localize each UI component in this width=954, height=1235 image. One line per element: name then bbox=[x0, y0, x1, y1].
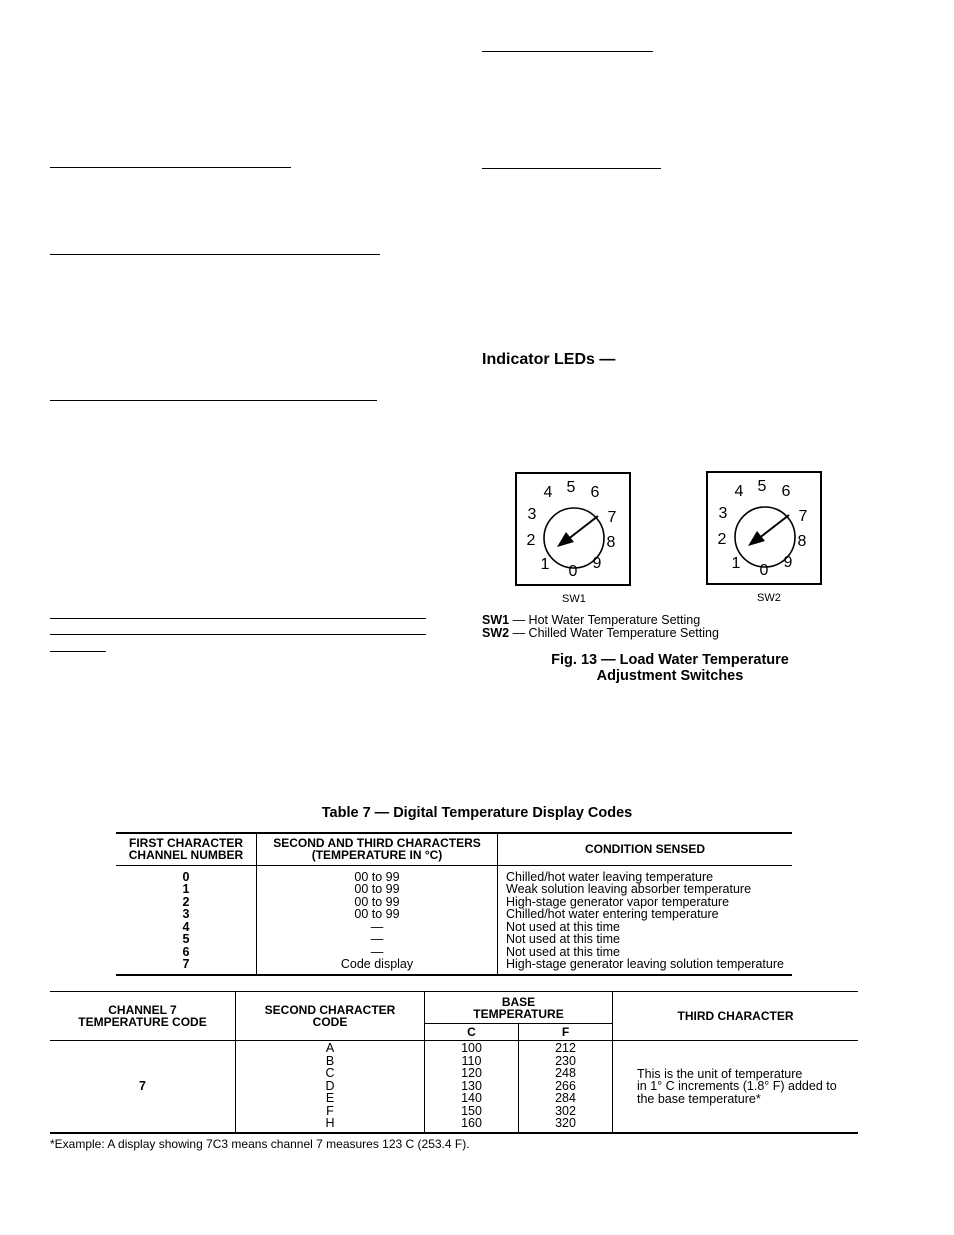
ch7-channel-cell: 7 bbox=[50, 1041, 236, 1133]
figure-caption: Fig. 13 — Load Water Temperature Adjustment Switches bbox=[551, 652, 789, 684]
temperature-cell: — bbox=[257, 946, 498, 959]
col-header-channel: FIRST CHARACTER CHANNEL NUMBER bbox=[116, 833, 257, 865]
condition-cell: Not used at this time bbox=[506, 919, 620, 934]
ch7-c-value: 150 bbox=[461, 1103, 482, 1118]
ch7-code-value: A bbox=[325, 1041, 335, 1055]
dial-digit: 7 bbox=[607, 509, 617, 526]
col-header-third-char: THIRD CHARACTER bbox=[613, 992, 859, 1041]
temperature-cell: 00 to 99 bbox=[257, 883, 498, 896]
ch7-third-char-cell: This is the unit of temperature in 1° C increments (1.8° F) added to the base temperature* bbox=[637, 1066, 837, 1106]
temperature-cell: 00 to 99 bbox=[257, 896, 498, 909]
dial-digit: 6 bbox=[590, 484, 600, 501]
heading-rule bbox=[50, 618, 426, 619]
heading-rule bbox=[482, 51, 653, 52]
indicator-leds-heading: Indicator LEDs — bbox=[482, 351, 616, 368]
temperature-cell: — bbox=[257, 921, 498, 934]
ch7-f-value: 320 bbox=[555, 1116, 576, 1130]
ch7-c-value: 130 bbox=[461, 1078, 482, 1093]
dial-digit: 0 bbox=[759, 562, 769, 579]
figure-legend bbox=[482, 614, 719, 640]
col-header-base-temp: BASE TEMPERATURE bbox=[425, 992, 613, 1024]
dial-digit: 4 bbox=[734, 483, 744, 500]
dial-digit: 3 bbox=[718, 505, 728, 522]
condition-cell: Not used at this time bbox=[506, 944, 620, 959]
col-header-second-char: SECOND CHARACTER CODE bbox=[236, 992, 425, 1041]
ch7-c-value: 160 bbox=[461, 1116, 482, 1130]
display-codes-table bbox=[116, 832, 792, 976]
table-row bbox=[116, 883, 792, 896]
dial-digit: 6 bbox=[781, 483, 791, 500]
channel-cell: 1 bbox=[116, 883, 257, 896]
ch7-c-value: 110 bbox=[461, 1053, 482, 1068]
dial-digit: 5 bbox=[757, 478, 767, 495]
temperature-cell: — bbox=[257, 933, 498, 946]
condition-cell: High-stage generator leaving solution temperature bbox=[506, 957, 784, 971]
ch7-code-value: F bbox=[326, 1103, 334, 1118]
heading-rule bbox=[50, 167, 291, 168]
heading-rule bbox=[50, 400, 377, 401]
ch7-c-value: 100 bbox=[461, 1041, 482, 1055]
channel-cell: 7 bbox=[116, 958, 257, 975]
heading-rule bbox=[482, 168, 661, 169]
ch7-code-value: D bbox=[325, 1078, 335, 1093]
table-row bbox=[116, 908, 792, 921]
dial-digit: 3 bbox=[527, 506, 537, 523]
ch7-code-value: E bbox=[325, 1091, 335, 1105]
dial-digit: 8 bbox=[797, 533, 807, 550]
table-row bbox=[116, 958, 792, 975]
col-header-ch7-code: CHANNEL 7 TEMPERATURE CODE bbox=[50, 992, 236, 1041]
ch7-code-value: H bbox=[325, 1116, 335, 1130]
ch7-f-value: 302 bbox=[555, 1103, 576, 1118]
temperature-cell: Code display bbox=[257, 958, 498, 975]
ch7-celsius-cell bbox=[425, 1041, 519, 1133]
dial-digit: 1 bbox=[540, 556, 550, 573]
channel-cell: 5 bbox=[116, 933, 257, 946]
col-header-celsius: C bbox=[425, 1024, 519, 1041]
condition-cell: Not used at this time bbox=[506, 932, 620, 946]
ch7-f-value: 248 bbox=[555, 1066, 576, 1080]
ch7-f-value: 212 bbox=[555, 1041, 576, 1055]
legend-item: SW2 — Chilled Water Temperature Setting bbox=[482, 626, 719, 640]
ch7-code-value: C bbox=[325, 1066, 335, 1080]
condition-cell: Chilled/hot water entering temperature bbox=[506, 907, 719, 921]
heading-rule bbox=[50, 634, 426, 635]
channel-cell: 4 bbox=[116, 921, 257, 934]
ch7-c-value: 120 bbox=[461, 1066, 482, 1080]
sw2-label: SW2 bbox=[757, 592, 781, 604]
heading-rule bbox=[50, 254, 380, 255]
condition-cell: High-stage generator vapor temperature bbox=[506, 894, 730, 909]
table-body bbox=[116, 865, 792, 975]
col-header-condition: CONDITION SENSED bbox=[584, 842, 705, 857]
ch7-f-value: 230 bbox=[555, 1053, 576, 1068]
ch7-codes-cell bbox=[236, 1041, 425, 1133]
ch7-f-value: 266 bbox=[555, 1078, 576, 1093]
heading-rule bbox=[50, 651, 106, 652]
dial-digit: 5 bbox=[566, 479, 576, 496]
dial-digit: 2 bbox=[526, 532, 536, 549]
col-header-fahrenheit: F bbox=[519, 1024, 613, 1041]
channel-cell: 2 bbox=[116, 896, 257, 909]
table-title: Table 7 — Digital Temperature Display Codes bbox=[321, 805, 633, 821]
dial-digit: 2 bbox=[717, 531, 727, 548]
condition-cell: Weak solution leaving absorber temperature bbox=[506, 882, 752, 896]
table-row bbox=[116, 921, 792, 934]
temperature-cell: 00 to 99 bbox=[257, 865, 498, 883]
legend-item: SW1 — Hot Water Temperature Setting bbox=[482, 613, 701, 627]
col-header-temperature: SECOND AND THIRD CHARACTERS (TEMPERATURE IN °C) bbox=[257, 833, 498, 865]
dial-digit: 8 bbox=[606, 534, 616, 551]
channel-cell: 0 bbox=[116, 865, 257, 883]
sw1-label: SW1 bbox=[562, 593, 586, 605]
condition-cell: Chilled/hot water leaving temperature bbox=[506, 869, 714, 884]
temperature-cell: 00 to 99 bbox=[257, 908, 498, 921]
channel-cell: 6 bbox=[116, 946, 257, 959]
table-row bbox=[116, 865, 792, 883]
table-row bbox=[116, 933, 792, 946]
ch7-f-value: 284 bbox=[555, 1091, 576, 1105]
channel-cell: 3 bbox=[116, 908, 257, 921]
channel7-codes-table bbox=[50, 991, 858, 1134]
dial-digit: 9 bbox=[592, 555, 602, 572]
dial-digit: 7 bbox=[798, 508, 808, 525]
dial-digit: 1 bbox=[731, 555, 741, 572]
dial-digit: 0 bbox=[568, 563, 578, 580]
footnote: *Example: A display showing 7C3 means channel 7 measures 123 C (253.4 F). bbox=[50, 1137, 470, 1151]
ch7-code-value: B bbox=[325, 1053, 335, 1068]
ch7-c-value: 140 bbox=[461, 1091, 482, 1105]
dial-digit: 9 bbox=[783, 554, 793, 571]
ch7-fahrenheit-cell bbox=[519, 1041, 613, 1133]
dial-digit: 4 bbox=[543, 484, 553, 501]
